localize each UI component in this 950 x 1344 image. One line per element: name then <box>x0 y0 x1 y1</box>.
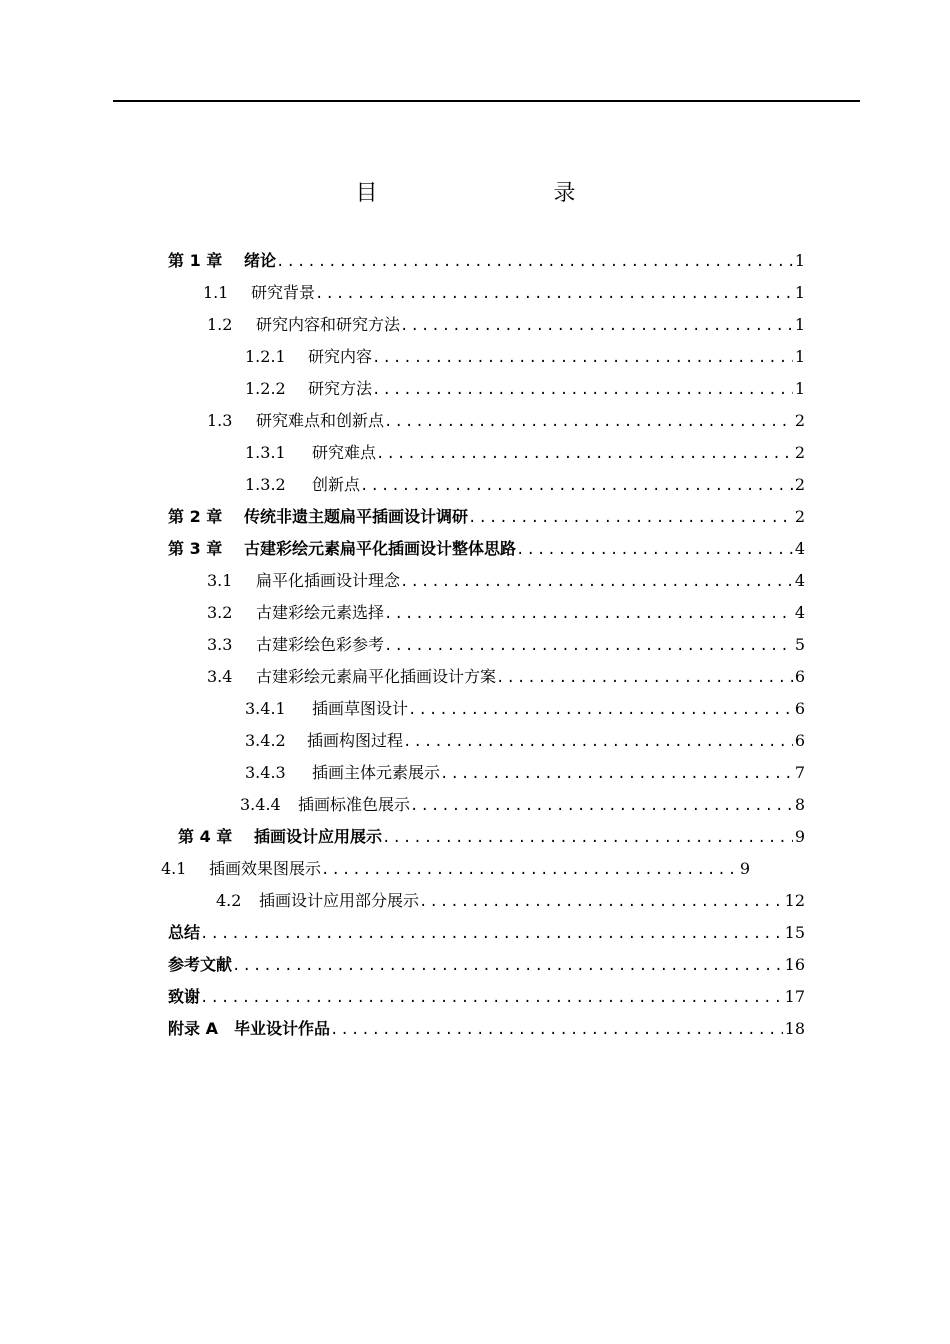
toc-entry-number: 第 2 章 <box>168 507 223 526</box>
toc-entry-label: 绪论 <box>244 251 277 270</box>
toc-entry-appendix-a[interactable] <box>168 1018 805 1040</box>
toc-entry-label: 研究方法 <box>308 379 373 398</box>
toc-entry-number: 3.1 <box>207 571 233 590</box>
toc-entry-page: 4 <box>794 571 805 590</box>
toc-entry-label: 插画主体元素展示 <box>312 763 441 782</box>
toc-entry-label: 古建彩绘元素扁平化插画设计方案 <box>256 667 497 686</box>
toc-entry-number: 1.1 <box>203 283 229 302</box>
toc-entry-subsection-1-3-2[interactable] <box>245 474 805 496</box>
toc-entry-number: 1.2 <box>207 315 233 334</box>
toc-entry-number: 3.4.3 <box>245 763 286 782</box>
toc-leader-dots <box>403 732 793 752</box>
toc-entry-chapter-4[interactable] <box>178 826 805 848</box>
toc-leader-dots <box>372 348 793 368</box>
toc-entry-page: 1 <box>794 315 805 334</box>
toc-entry-number: 第 4 章 <box>178 827 233 846</box>
toc-entry-subsection-1-3-1[interactable] <box>245 442 805 464</box>
toc-entry-label: 研究难点 <box>312 443 377 462</box>
toc-entry-label: 插画设计应用展示 <box>254 827 383 846</box>
toc-entry-chapter-3[interactable] <box>168 538 805 560</box>
toc-leader-dots <box>440 764 793 784</box>
toc-entry-page: 17 <box>784 987 805 1006</box>
toc-entry-page: 1 <box>794 379 805 398</box>
toc-leader-dots <box>276 252 793 272</box>
toc-entry-section-3-4[interactable] <box>207 666 805 688</box>
toc-entry-label: 研究难点和创新点 <box>256 411 385 430</box>
toc-entry-page: 4 <box>794 603 805 622</box>
toc-entry-subsection-3-4-4[interactable] <box>240 794 805 816</box>
toc-leader-dots <box>382 828 793 848</box>
toc-leader-dots <box>321 860 738 880</box>
toc-entry-subsection-1-2-1[interactable] <box>245 346 805 368</box>
toc-title: 目 录 <box>355 181 620 206</box>
toc-entry-subsection-1-2-2[interactable] <box>245 378 805 400</box>
toc-entry-page: 2 <box>794 443 805 462</box>
toc-entry-label: 插画效果图展示 <box>209 859 322 878</box>
toc-entry-label: 扁平化插画设计理念 <box>256 571 401 590</box>
toc-entry-number: 1.3.1 <box>245 443 286 462</box>
toc-entry-number: 1.2.1 <box>245 347 286 366</box>
toc-entry-page: 18 <box>784 1019 805 1038</box>
toc-leader-dots <box>360 476 793 496</box>
toc-entry-page: 5 <box>794 635 805 654</box>
toc-entry-number: 3.4.2 <box>245 731 286 750</box>
toc-entry-number: 4.2 <box>216 891 242 910</box>
toc-entry-page: 2 <box>794 411 805 430</box>
toc-entry-section-1-1[interactable] <box>203 282 805 304</box>
toc-entry-label: 传统非遗主题扁平插画设计调研 <box>244 507 469 526</box>
toc-entry-section-1-2[interactable] <box>207 314 805 336</box>
toc-leader-dots <box>372 380 793 400</box>
toc-entry-page: 15 <box>784 923 805 942</box>
toc-entry-subsection-3-4-3[interactable] <box>245 762 805 784</box>
toc-entry-number: 3.4.4 <box>240 795 281 814</box>
toc-entry-page: 4 <box>794 539 805 558</box>
toc-entry-number: 第 1 章 <box>168 251 223 270</box>
toc-entry-label: 总结 <box>168 923 201 942</box>
toc-leader-dots <box>384 636 793 656</box>
toc-entry-label: 古建彩绘元素选择 <box>256 603 385 622</box>
toc-entry-page: 1 <box>794 283 805 302</box>
toc-entry-page: 7 <box>794 763 805 782</box>
toc-leader-dots <box>330 1020 783 1040</box>
toc-entry-number: 第 3 章 <box>168 539 223 558</box>
toc-entry-label: 古建彩绘色彩参考 <box>256 635 385 654</box>
toc-leader-dots <box>516 540 793 560</box>
toc-leader-dots <box>315 284 793 304</box>
toc-entry-label: 创新点 <box>312 475 361 494</box>
toc-entry-summary[interactable] <box>168 922 805 944</box>
toc-entry-section-3-1[interactable] <box>207 570 805 592</box>
toc-entry-page: 2 <box>794 507 805 526</box>
toc-entry-page: 9 <box>794 827 805 846</box>
toc-leader-dots <box>384 412 793 432</box>
toc-leader-dots <box>419 892 783 912</box>
toc-entry-section-3-3[interactable] <box>207 634 805 656</box>
toc-entry-page: 6 <box>794 699 805 718</box>
toc-entry-label: 插画标准色展示 <box>298 795 411 814</box>
toc-entry-section-3-2[interactable] <box>207 602 805 624</box>
toc-entry-page: 1 <box>794 251 805 270</box>
toc-leader-dots <box>200 924 783 944</box>
toc-entry-acknowledgements[interactable] <box>168 986 805 1008</box>
toc-entry-label: 插画构图过程 <box>307 731 404 750</box>
toc-entry-label: 研究内容和研究方法 <box>256 315 401 334</box>
toc-entry-subsection-3-4-1[interactable] <box>245 698 805 720</box>
toc-leader-dots <box>200 988 783 1008</box>
toc-entry-section-4-2[interactable] <box>216 890 805 912</box>
toc-entry-number: 4.1 <box>161 859 187 878</box>
toc-entry-label: 研究背景 <box>251 283 316 302</box>
toc-entry-chapter-2[interactable] <box>168 506 805 528</box>
toc-entry-label: 古建彩绘元素扁平化插画设计整体思路 <box>244 539 517 558</box>
toc-entry-number: 1.2.2 <box>245 379 286 398</box>
toc-entry-page: 12 <box>784 891 805 910</box>
toc-entry-page: 2 <box>794 475 805 494</box>
toc-entry-number: 3.4.1 <box>245 699 286 718</box>
toc-entry-page: 1 <box>794 347 805 366</box>
toc-entry-section-1-3[interactable] <box>207 410 805 432</box>
toc-entry-chapter-1[interactable] <box>168 250 805 272</box>
toc-entry-label: 插画草图设计 <box>312 699 409 718</box>
toc-entry-label: 参考文献 <box>168 955 233 974</box>
toc-entry-references[interactable] <box>168 954 805 976</box>
toc-entry-label: 附录 A 毕业设计作品 <box>168 1019 330 1038</box>
toc-leader-dots <box>408 700 793 720</box>
toc-entry-page: 6 <box>794 731 805 750</box>
toc-leader-dots <box>410 796 793 816</box>
toc-leader-dots <box>384 604 793 624</box>
toc-leader-dots <box>400 572 793 592</box>
toc-entry-section-4-1[interactable] <box>161 858 750 880</box>
toc-leader-dots <box>468 508 793 528</box>
toc-entry-page: 16 <box>784 955 805 974</box>
toc-entry-label: 致谢 <box>168 987 201 1006</box>
toc-entry-number: 3.4 <box>207 667 233 686</box>
toc-entry-subsection-3-4-2[interactable] <box>245 730 805 752</box>
toc-leader-dots <box>496 668 793 688</box>
toc-entry-page: 8 <box>794 795 805 814</box>
toc-entry-label: 研究内容 <box>308 347 373 366</box>
toc-entry-page: 6 <box>794 667 805 686</box>
toc-entry-number: 1.3.2 <box>245 475 286 494</box>
toc-entry-number: 1.3 <box>207 411 233 430</box>
toc-entry-number: 3.3 <box>207 635 233 654</box>
toc-entry-number: 3.2 <box>207 603 233 622</box>
toc-entry-page: 9 <box>739 859 750 878</box>
toc-leader-dots <box>376 444 793 464</box>
toc-entry-label: 插画设计应用部分展示 <box>259 891 420 910</box>
toc-leader-dots <box>400 316 793 336</box>
toc-leader-dots <box>232 956 783 976</box>
